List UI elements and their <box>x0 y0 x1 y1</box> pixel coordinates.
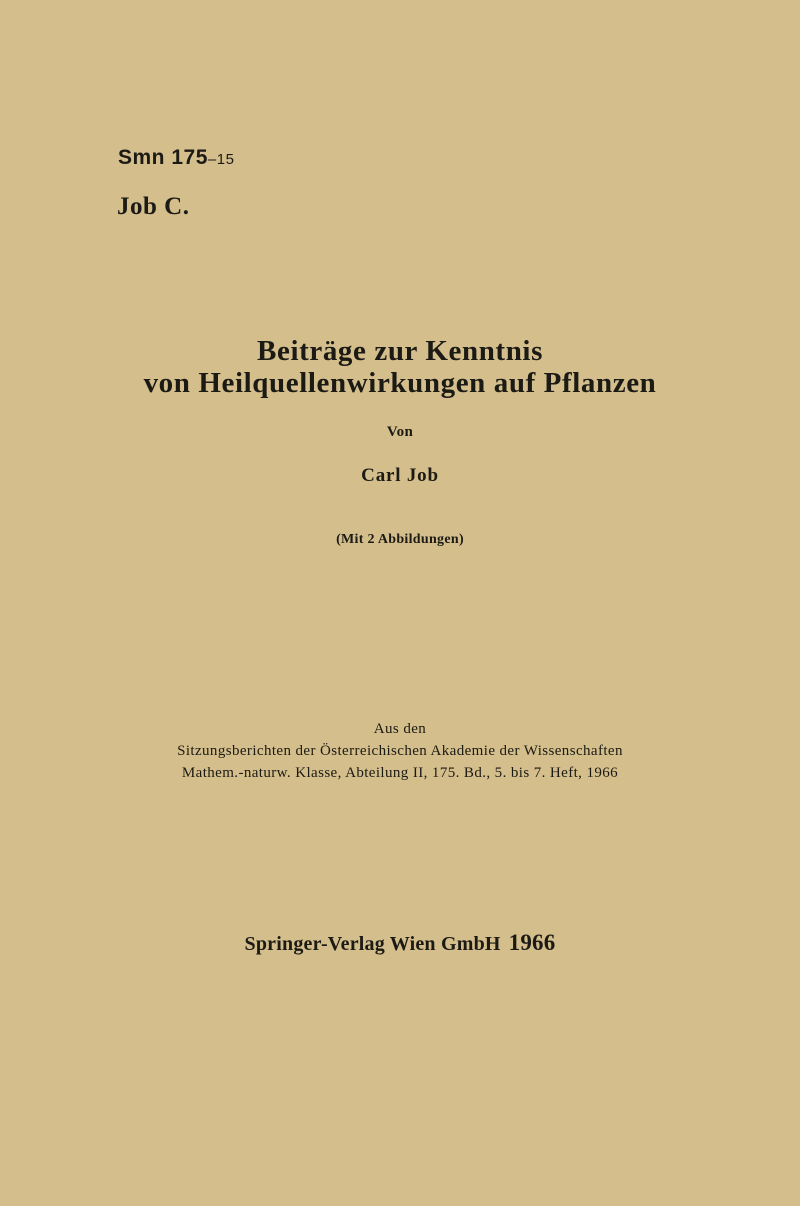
publication-year: 1966 <box>508 930 556 955</box>
source-line-3: Mathem.-naturw. Klasse, Abteilung II, 175. Bd., 5. bis 7. Heft, 1966 <box>181 765 619 781</box>
author-name: Carl Job <box>361 465 439 486</box>
title-line-1: Beiträge zur Kenntnis <box>257 335 543 367</box>
source-note <box>0 718 800 784</box>
source-line-2: Sitzungsberichten der Österreichischen Akademie der Wissenschaften <box>177 743 623 759</box>
author-short: Job C. <box>117 193 190 220</box>
publisher-line <box>0 930 800 956</box>
call-number-main: Smn 175 <box>118 146 208 169</box>
illustrations-note: (Mit 2 Abbildungen) <box>336 532 464 547</box>
call-number-suffix: –15 <box>207 151 235 168</box>
source-line-1: Aus den <box>373 721 427 737</box>
publisher-name: Springer-Verlag Wien GmbH <box>244 933 501 955</box>
book-title <box>0 335 800 399</box>
title-line-2: von Heilquellenwirkungen auf Pflanzen <box>143 367 657 399</box>
byline-prefix: Von <box>386 424 414 440</box>
call-number <box>118 146 234 170</box>
